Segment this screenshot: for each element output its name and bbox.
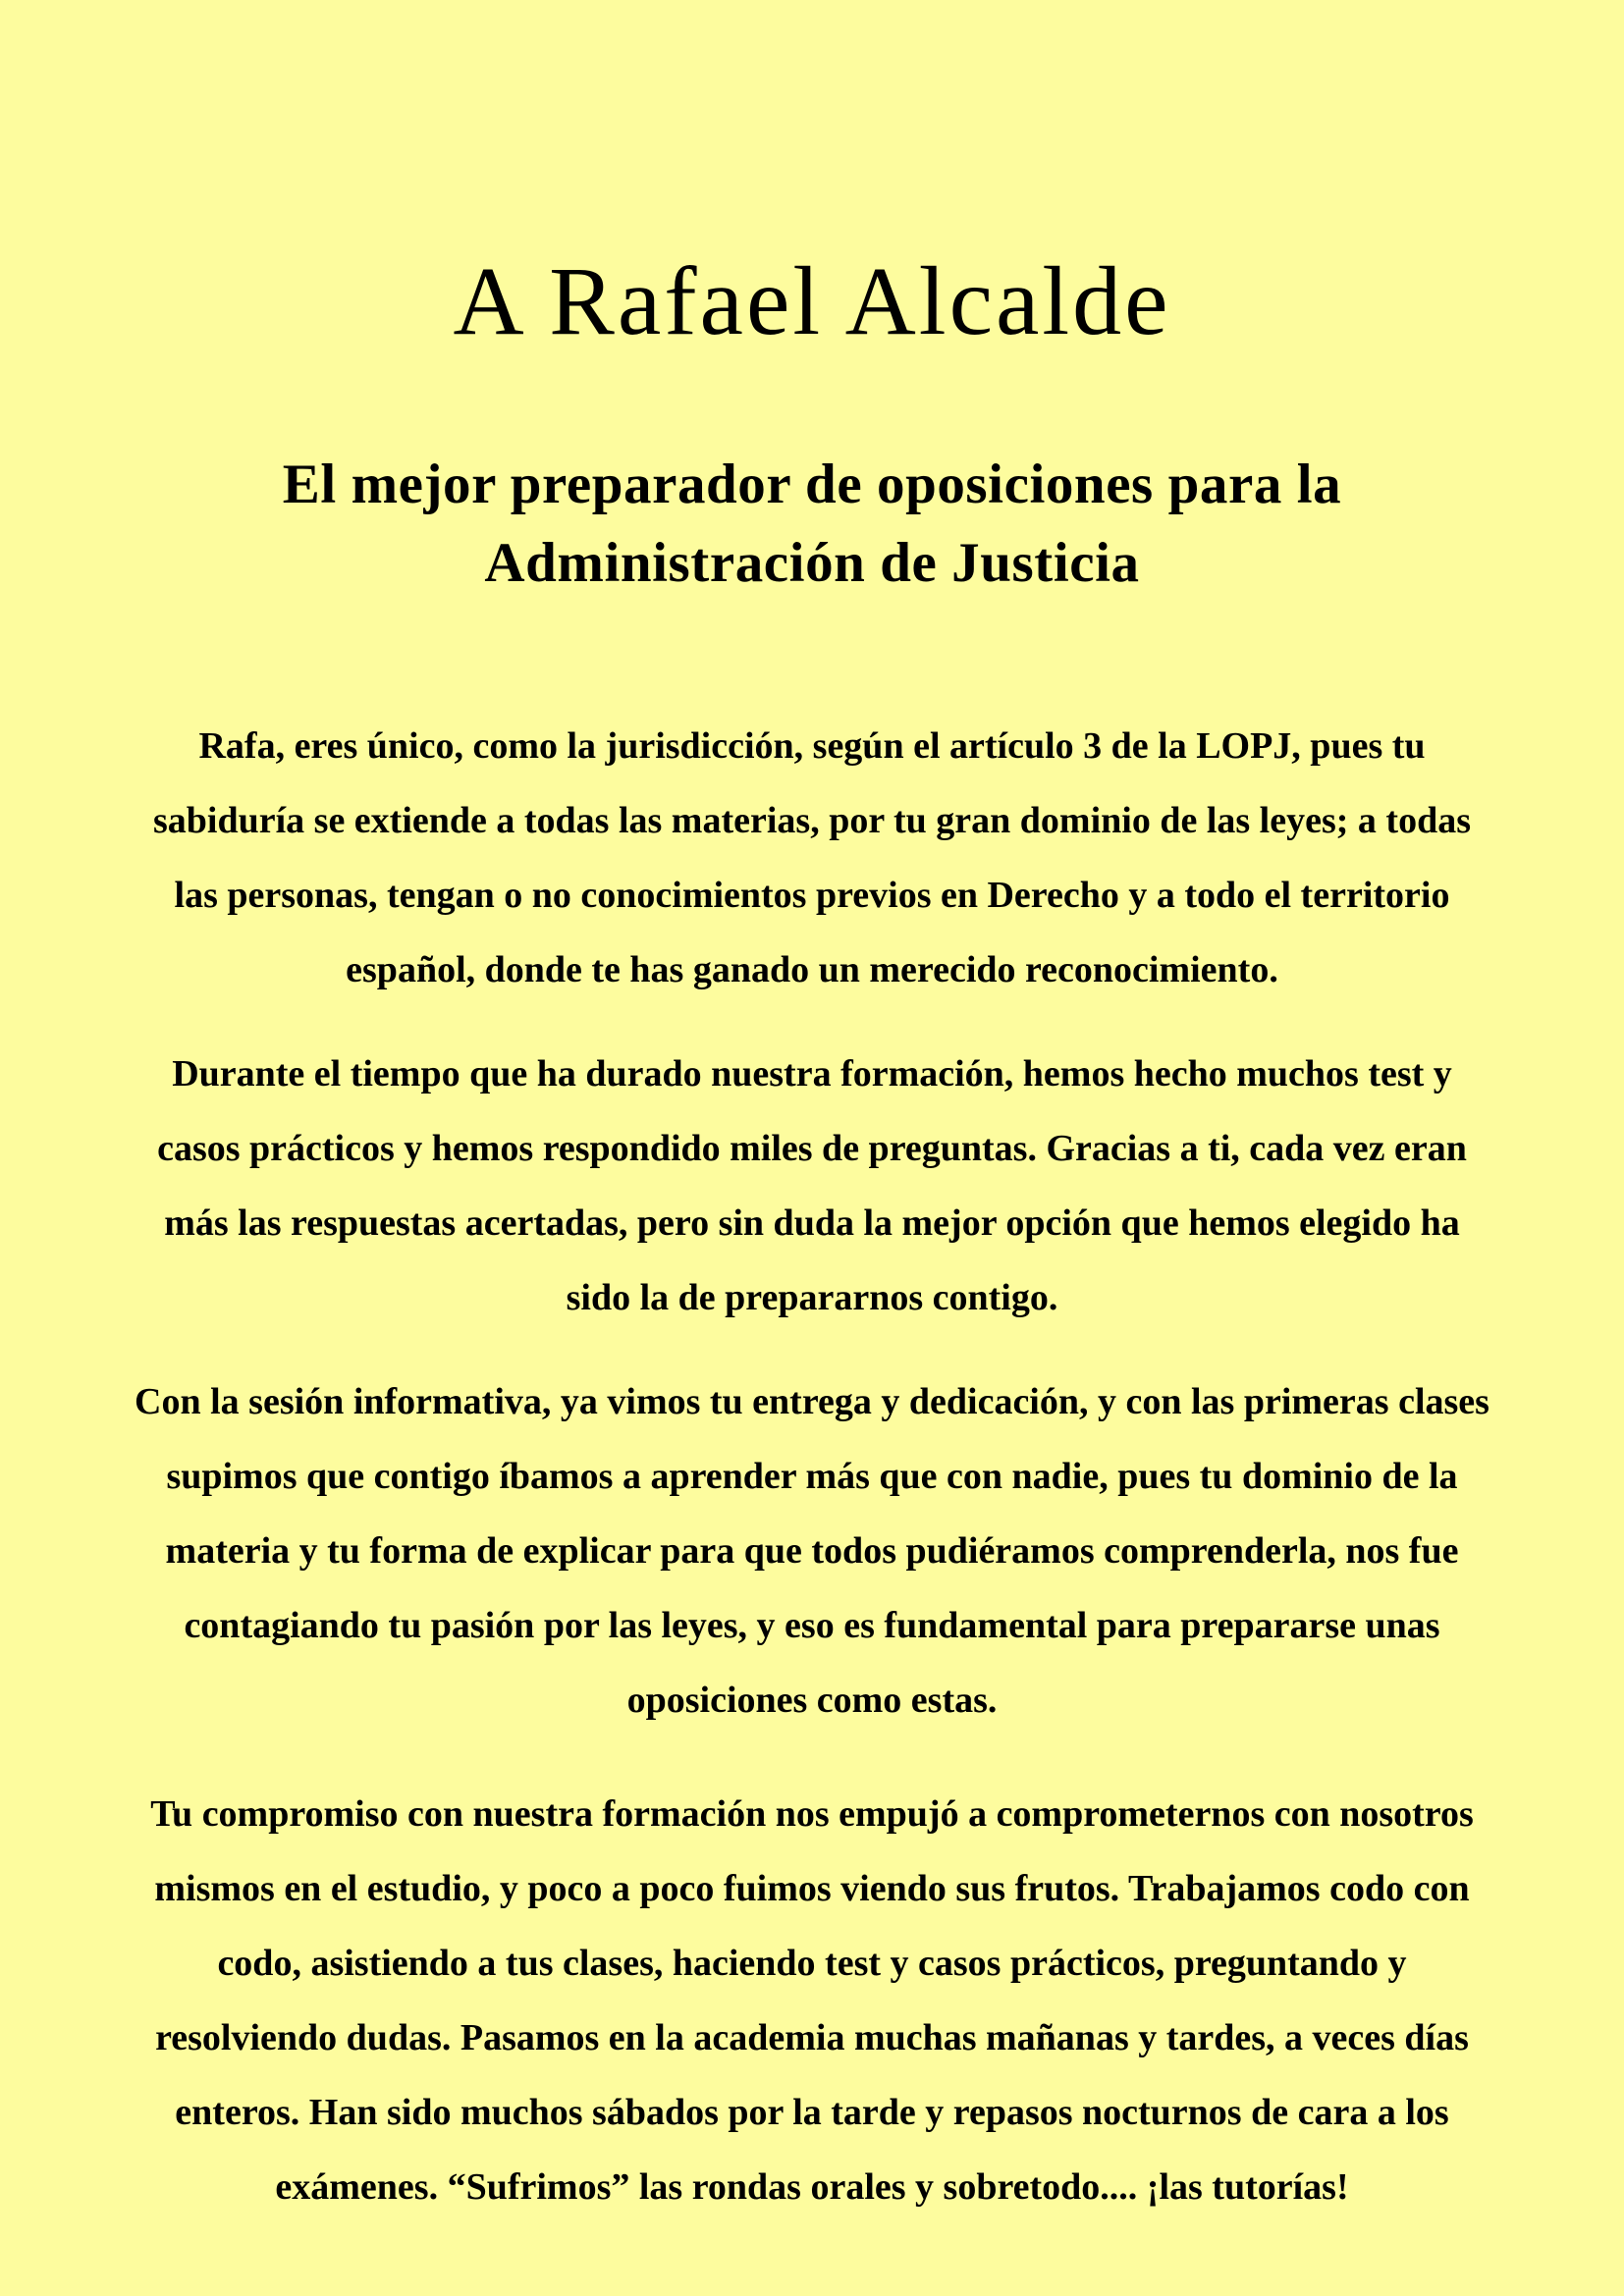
- paragraph-2: Durante el tiempo que ha durado nuestra formación, hemos hecho muchos test y casos prácticos y hemos respondido miles de preguntas. Gracias a ti, cada vez eran más las respuestas acertadas, pero sin duda la mejor opción que hemos elegido ha sido la de prepararnos contigo.: [157, 1053, 1467, 1318]
- document-body: [135, 709, 1489, 2224]
- paragraph-1: Rafa, eres único, como la jurisdicción, según el artículo 3 de la LOPJ, pues tu sabiduría se extiende a todas las materias, por tu gran dominio de las leyes; a todas las personas, tengan o no conocimientos previos en Derecho y a todo el territorio español, donde te has ganado un merecido reconocimiento.: [152, 725, 1471, 990]
- page-subtitle: El mejor preparador de oposiciones para la Administración de Justicia: [282, 454, 1342, 594]
- paragraph-4: Tu compromiso con nuestra formación nos empujó a comprometernos con nosotros mismos en el estudio, y poco a poco fuimos viendo sus frutos. Trabajamos codo con codo, asistiendo a tus clases, haciendo test y casos prácticos, preguntando y resolviendo dudas. Pasamos en la academia muchas mañanas y tardes, a veces días enteros. Han sido muchos sábados por la tarde y repasos nocturnos de cara a los exámenes. “Sufrimos” las rondas orales y sobretodo.... ¡las tutorías!: [150, 1793, 1474, 2208]
- page-title: A Rafael Alcalde: [453, 246, 1171, 355]
- paragraph-3: Con la sesión informativa, ya vimos tu entrega y dedicación, y con las primeras clases supimos que contigo íbamos a aprender más que con nadie, pues tu dominio de la materia y tu forma de explicar para que todos pudiéramos comprenderla, nos fue contagiando tu pasión por las leyes, y eso es fundamental para prepararse unas oposiciones como estas.: [135, 1381, 1489, 1721]
